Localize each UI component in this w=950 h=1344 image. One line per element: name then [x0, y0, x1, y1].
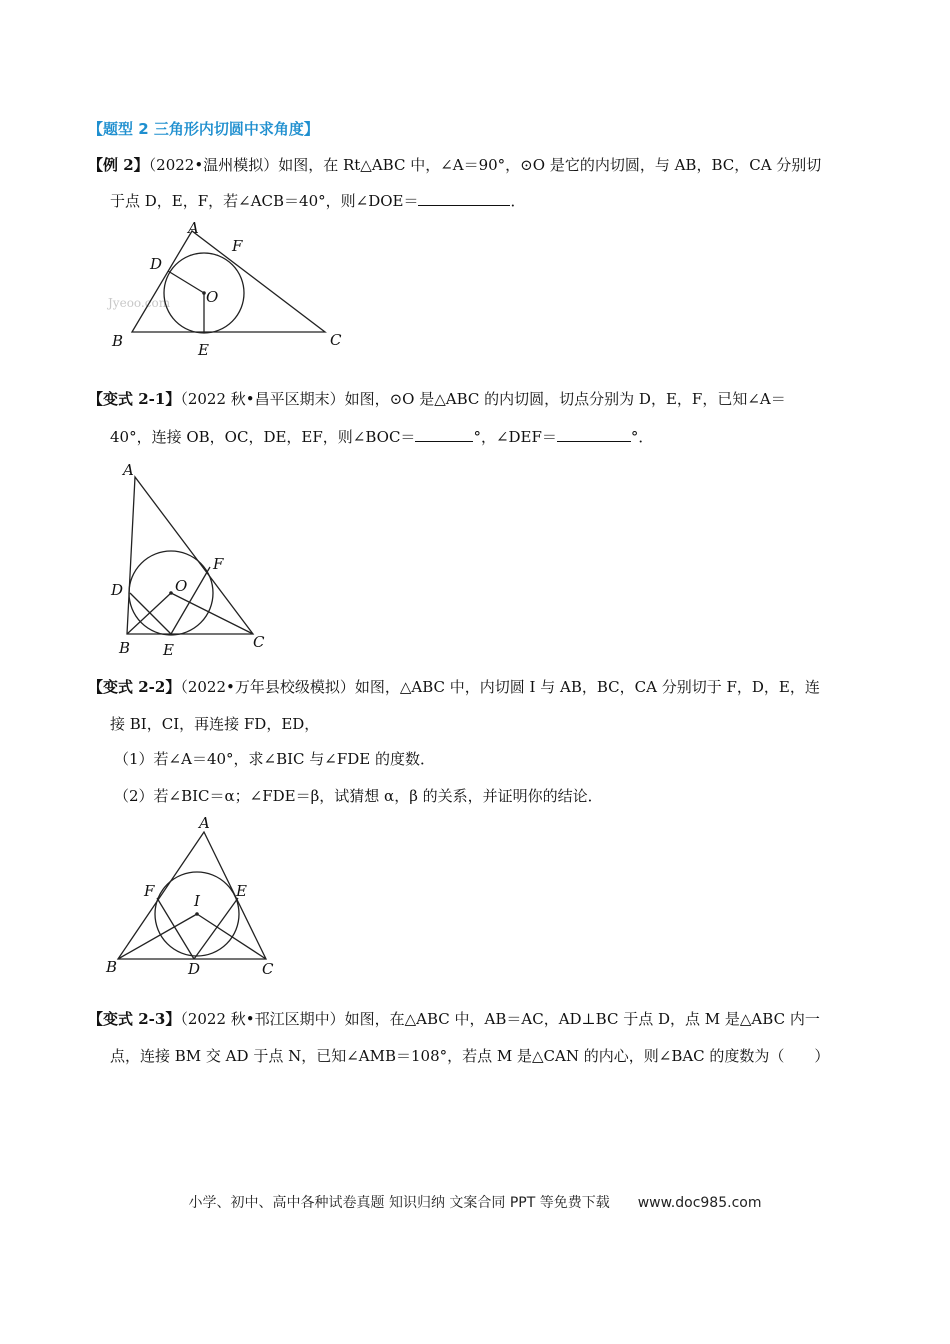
variant22-question1: （1）若∠A＝40°，求∠BIC 与∠FDE 的度数． [114, 750, 436, 768]
label-f: F [213, 555, 224, 573]
variant22-tag: 【变式 2-2】 [88, 678, 181, 696]
variant23-tag: 【变式 2-3】 [88, 1010, 181, 1028]
label-d: D [150, 255, 163, 273]
segment-od [168, 271, 204, 293]
example2-line1 [88, 155, 821, 175]
variant23-text1: （2022 秋•邗江区期中）如图，在△ABC 中，AB＝AC，AD⊥BC 于点 D，点 M 是△ABC 内一 [180, 1010, 820, 1028]
label-a: A [123, 461, 134, 479]
example2-figure [100, 215, 360, 365]
variant22-text1: （2022•万年县校级模拟）如图，△ABC 中，内切圆 I 与 AB，BC，CA 分别切于 F，D，E，连 [180, 678, 820, 696]
segment-bi [118, 914, 197, 959]
label-b: B [106, 958, 118, 976]
variant22-line2: 接 BI，CI，再连接 FD，ED， [110, 715, 320, 733]
segment-ed [194, 898, 238, 959]
example2-text2: 于点 D，E，F，若∠ACB＝40°，则∠DOE＝ [110, 192, 419, 210]
label-c: C [262, 960, 274, 978]
label-o: O [175, 577, 188, 595]
section-title: 【题型 2 三角形内切圆中求角度】 [88, 120, 319, 138]
boc-blank[interactable] [415, 427, 473, 442]
variant21-line2: 40°，连接 OB，OC，DE，EF，则∠BOC＝ °，∠DEF＝ °． [110, 428, 654, 446]
variant23-line2: 点，连接 BM 交 AD 于点 N，已知∠AMB＝108°，若点 M 是△CAN 的内心，则∠BAC 的度数为（ ） [110, 1047, 830, 1065]
label-o: O [206, 288, 219, 306]
center-o [169, 591, 173, 595]
variant22-question2: （2）若∠BIC＝α；∠FDE＝β，试猜想 α，β 的关系，并证明你的结论． [114, 787, 603, 805]
footer: 小学、初中、高中各种试卷真题 知识归纳 文案合同 PPT 等免费下载 www.doc985.com [188, 1195, 762, 1211]
example2-line2: 于点 D，E，F，若∠ACB＝40°，则∠DOE＝ ． [110, 192, 526, 210]
variant22-line1 [88, 677, 820, 697]
answer-blank[interactable] [418, 191, 510, 206]
variant23-line1 [88, 1009, 820, 1029]
variant22-figure [100, 812, 290, 982]
example2-tag: 【例 2】 [88, 156, 149, 174]
triangle-abc [132, 231, 325, 332]
label-d: D [188, 960, 201, 978]
label-f: F [232, 237, 243, 255]
label-e: E [198, 341, 209, 359]
variant21-figure [105, 455, 280, 660]
center-i [195, 912, 199, 916]
label-a: A [199, 814, 210, 832]
label-c: C [330, 331, 342, 349]
label-a: A [188, 219, 199, 237]
label-i: I [194, 892, 200, 910]
label-c: C [253, 633, 265, 651]
label-b: B [119, 639, 131, 657]
variant21-text1: （2022 秋•昌平区期末）如图，⊙O 是△ABC 的内切圆，切点分别为 D，E，F，已知∠A＝ [180, 390, 786, 408]
variant21-line1 [88, 389, 786, 409]
label-f: F [144, 882, 155, 900]
label-e: E [236, 882, 247, 900]
example2-text1: （2022•温州模拟）如图，在 Rt△ABC 中，∠A＝90°，⊙O 是它的内切圆，与 AB，BC，CA 分别切 [148, 156, 822, 174]
label-b: B [112, 332, 124, 350]
label-d: D [111, 581, 124, 599]
watermark: Jyeoo.com [108, 296, 171, 310]
def-blank[interactable] [557, 427, 631, 442]
label-e: E [163, 641, 174, 659]
variant21-tag: 【变式 2-1】 [88, 390, 181, 408]
